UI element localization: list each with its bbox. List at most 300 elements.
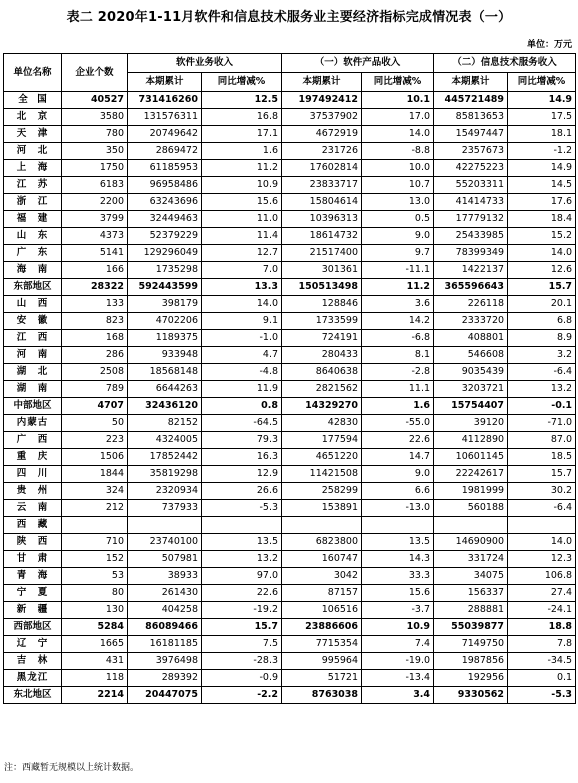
it-service-revenue-cumulative-cell: 9035439 (434, 364, 508, 381)
header-region: 单位名称 (4, 54, 62, 92)
it-service-revenue-yoy-cell: 7.8 (508, 636, 576, 653)
product-revenue-cumulative-cell: 4672919 (282, 126, 362, 143)
it-service-revenue-cumulative-cell: 546608 (434, 347, 508, 364)
enterprise-count-cell: 212 (62, 500, 128, 517)
it-service-revenue-cumulative-cell: 22242617 (434, 466, 508, 483)
product-revenue-yoy-cell: 9.7 (362, 245, 434, 262)
software-revenue-yoy-cell: 22.6 (202, 585, 282, 602)
enterprise-count-cell: 223 (62, 432, 128, 449)
software-revenue-cumulative-cell: 61185953 (128, 160, 202, 177)
it-service-revenue-yoy-cell: -5.3 (508, 687, 576, 704)
summary-row (4, 92, 576, 109)
product-revenue-yoy-cell: 14.7 (362, 449, 434, 466)
header-yoy: 同比增减% (202, 73, 282, 92)
software-revenue-yoy-cell: -5.3 (202, 500, 282, 517)
software-revenue-cumulative-cell: 1189375 (128, 330, 202, 347)
software-revenue-yoy-cell (202, 517, 282, 534)
region-name: 东北地区 (4, 687, 62, 704)
table-row (4, 364, 576, 381)
software-revenue-yoy-cell: 9.1 (202, 313, 282, 330)
it-service-revenue-yoy-cell: 3.2 (508, 347, 576, 364)
enterprise-count-cell: 2508 (62, 364, 128, 381)
software-revenue-cumulative-cell: 261430 (128, 585, 202, 602)
enterprise-count-cell: 1844 (62, 466, 128, 483)
region-name: 上 海 (4, 160, 62, 177)
product-revenue-cumulative-cell: 23886606 (282, 619, 362, 636)
enterprise-count-cell: 168 (62, 330, 128, 347)
table-row (4, 177, 576, 194)
enterprise-count-cell: 324 (62, 483, 128, 500)
software-revenue-cumulative-cell: 20749642 (128, 126, 202, 143)
enterprise-count-cell: 5284 (62, 619, 128, 636)
product-revenue-cumulative-cell: 37537902 (282, 109, 362, 126)
enterprise-count-cell: 133 (62, 296, 128, 313)
enterprise-count-cell: 4373 (62, 228, 128, 245)
enterprise-count-cell: 789 (62, 381, 128, 398)
table-row (4, 653, 576, 670)
region-name: 青 海 (4, 568, 62, 585)
software-revenue-yoy-cell: 14.0 (202, 296, 282, 313)
region-name: 新 疆 (4, 602, 62, 619)
it-service-revenue-yoy-cell: -34.5 (508, 653, 576, 670)
product-revenue-yoy-cell: -2.8 (362, 364, 434, 381)
it-service-revenue-yoy-cell: 8.9 (508, 330, 576, 347)
region-name: 河 北 (4, 143, 62, 160)
software-revenue-cumulative-cell: 86089466 (128, 619, 202, 636)
it-service-revenue-yoy-cell: 18.5 (508, 449, 576, 466)
region-name: 北 京 (4, 109, 62, 126)
table-row (4, 194, 576, 211)
table-row (4, 466, 576, 483)
region-name: 内蒙古 (4, 415, 62, 432)
it-service-revenue-cumulative-cell: 331724 (434, 551, 508, 568)
it-service-revenue-yoy-cell: 27.4 (508, 585, 576, 602)
it-service-revenue-yoy-cell: 15.7 (508, 466, 576, 483)
it-service-revenue-yoy-cell: -6.4 (508, 500, 576, 517)
product-revenue-yoy-cell: 14.0 (362, 126, 434, 143)
enterprise-count-cell: 1750 (62, 160, 128, 177)
product-revenue-yoy-cell: 14.2 (362, 313, 434, 330)
software-revenue-cumulative-cell: 131576311 (128, 109, 202, 126)
product-revenue-yoy-cell: 0.5 (362, 211, 434, 228)
enterprise-count-cell: 1665 (62, 636, 128, 653)
it-service-revenue-cumulative-cell: 42275223 (434, 160, 508, 177)
it-service-revenue-cumulative-cell: 4112890 (434, 432, 508, 449)
region-name: 黑龙江 (4, 670, 62, 687)
it-service-revenue-cumulative-cell: 55203311 (434, 177, 508, 194)
region-name: 辽 宁 (4, 636, 62, 653)
product-revenue-cumulative-cell: 231726 (282, 143, 362, 160)
product-revenue-cumulative-cell: 4651220 (282, 449, 362, 466)
product-revenue-cumulative-cell: 995964 (282, 653, 362, 670)
software-revenue-yoy-cell: 11.0 (202, 211, 282, 228)
product-revenue-yoy-cell: 10.9 (362, 619, 434, 636)
it-service-revenue-cumulative-cell: 1422137 (434, 262, 508, 279)
software-revenue-yoy-cell: 79.3 (202, 432, 282, 449)
unit-label: 单位：万元 (526, 40, 572, 50)
summary-row (4, 619, 576, 636)
software-revenue-yoy-cell: 7.5 (202, 636, 282, 653)
enterprise-count-cell: 40527 (62, 92, 128, 109)
it-service-revenue-yoy-cell: 13.2 (508, 381, 576, 398)
product-revenue-cumulative-cell (282, 517, 362, 534)
enterprise-count-cell: 823 (62, 313, 128, 330)
software-revenue-cumulative-cell: 32449463 (128, 211, 202, 228)
software-revenue-cumulative-cell: 737933 (128, 500, 202, 517)
enterprise-count-cell: 780 (62, 126, 128, 143)
software-revenue-yoy-cell: -19.2 (202, 602, 282, 619)
it-service-revenue-cumulative-cell: 3203721 (434, 381, 508, 398)
software-revenue-yoy-cell: -2.2 (202, 687, 282, 704)
it-service-revenue-yoy-cell: 14.5 (508, 177, 576, 194)
table-row (4, 245, 576, 262)
it-service-revenue-cumulative-cell: 17779132 (434, 211, 508, 228)
it-service-revenue-yoy-cell: 6.8 (508, 313, 576, 330)
product-revenue-cumulative-cell: 301361 (282, 262, 362, 279)
enterprise-count-cell: 1506 (62, 449, 128, 466)
product-revenue-cumulative-cell: 177594 (282, 432, 362, 449)
it-service-revenue-yoy-cell: 14.0 (508, 534, 576, 551)
it-service-revenue-cumulative-cell: 39120 (434, 415, 508, 432)
region-name: 全 国 (4, 92, 62, 109)
software-revenue-yoy-cell: -0.9 (202, 670, 282, 687)
product-revenue-cumulative-cell: 14329270 (282, 398, 362, 415)
region-name: 云 南 (4, 500, 62, 517)
enterprise-count-cell: 50 (62, 415, 128, 432)
it-service-revenue-yoy-cell: 17.5 (508, 109, 576, 126)
product-revenue-cumulative-cell: 23833717 (282, 177, 362, 194)
it-service-revenue-yoy-cell: 17.6 (508, 194, 576, 211)
software-revenue-yoy-cell: -64.5 (202, 415, 282, 432)
software-revenue-yoy-cell: 11.4 (202, 228, 282, 245)
it-service-revenue-yoy-cell: -24.1 (508, 602, 576, 619)
it-service-revenue-cumulative-cell: 408801 (434, 330, 508, 347)
header-it-service-revenue: （二）信息技术服务收入 (434, 54, 576, 73)
product-revenue-cumulative-cell: 18614732 (282, 228, 362, 245)
it-service-revenue-cumulative-cell: 156337 (434, 585, 508, 602)
product-revenue-yoy-cell: 14.3 (362, 551, 434, 568)
product-revenue-cumulative-cell: 280433 (282, 347, 362, 364)
region-name: 湖 北 (4, 364, 62, 381)
table-row (4, 126, 576, 143)
region-name: 山 东 (4, 228, 62, 245)
software-revenue-yoy-cell: 11.2 (202, 160, 282, 177)
software-revenue-yoy-cell: 10.9 (202, 177, 282, 194)
product-revenue-yoy-cell: -6.8 (362, 330, 434, 347)
software-revenue-yoy-cell: 97.0 (202, 568, 282, 585)
it-service-revenue-cumulative-cell: 55039877 (434, 619, 508, 636)
software-revenue-yoy-cell: -28.3 (202, 653, 282, 670)
it-service-revenue-yoy-cell: 14.0 (508, 245, 576, 262)
product-revenue-cumulative-cell: 21517400 (282, 245, 362, 262)
it-service-revenue-cumulative-cell: 15497447 (434, 126, 508, 143)
table-row (4, 160, 576, 177)
table-row (4, 381, 576, 398)
table-row (4, 313, 576, 330)
it-service-revenue-cumulative-cell: 25433985 (434, 228, 508, 245)
software-revenue-yoy-cell: 12.7 (202, 245, 282, 262)
region-name: 福 建 (4, 211, 62, 228)
product-revenue-cumulative-cell: 106516 (282, 602, 362, 619)
table-row (4, 670, 576, 687)
enterprise-count-cell: 53 (62, 568, 128, 585)
product-revenue-cumulative-cell: 1733599 (282, 313, 362, 330)
product-revenue-yoy-cell: 15.6 (362, 585, 434, 602)
product-revenue-cumulative-cell: 258299 (282, 483, 362, 500)
region-name: 河 南 (4, 347, 62, 364)
table-row (4, 296, 576, 313)
product-revenue-cumulative-cell: 160747 (282, 551, 362, 568)
software-revenue-cumulative-cell: 731416260 (128, 92, 202, 109)
product-revenue-yoy-cell: 3.4 (362, 687, 434, 704)
table-row (4, 211, 576, 228)
enterprise-count-cell: 431 (62, 653, 128, 670)
it-service-revenue-yoy-cell: 30.2 (508, 483, 576, 500)
software-revenue-yoy-cell: 7.0 (202, 262, 282, 279)
it-service-revenue-cumulative-cell: 2357673 (434, 143, 508, 160)
enterprise-count-cell: 28322 (62, 279, 128, 296)
it-service-revenue-cumulative-cell: 192956 (434, 670, 508, 687)
product-revenue-yoy-cell: 10.0 (362, 160, 434, 177)
product-revenue-cumulative-cell: 3042 (282, 568, 362, 585)
product-revenue-cumulative-cell: 197492412 (282, 92, 362, 109)
software-revenue-cumulative-cell: 404258 (128, 602, 202, 619)
software-revenue-cumulative-cell: 933948 (128, 347, 202, 364)
header-cumulative: 本期累计 (434, 73, 508, 92)
product-revenue-cumulative-cell: 42830 (282, 415, 362, 432)
software-revenue-yoy-cell: 13.3 (202, 279, 282, 296)
header-yoy: 同比增减% (508, 73, 576, 92)
it-service-revenue-yoy-cell: -71.0 (508, 415, 576, 432)
software-revenue-cumulative-cell: 17852442 (128, 449, 202, 466)
product-revenue-yoy-cell: 22.6 (362, 432, 434, 449)
it-service-revenue-cumulative-cell: 1981999 (434, 483, 508, 500)
table-row (4, 330, 576, 347)
software-revenue-yoy-cell: 16.3 (202, 449, 282, 466)
summary-row (4, 687, 576, 704)
product-revenue-cumulative-cell: 11421508 (282, 466, 362, 483)
region-name: 广 西 (4, 432, 62, 449)
enterprise-count-cell (62, 517, 128, 534)
product-revenue-yoy-cell: 11.1 (362, 381, 434, 398)
it-service-revenue-yoy-cell: 15.2 (508, 228, 576, 245)
region-name: 宁 夏 (4, 585, 62, 602)
enterprise-count-cell: 3580 (62, 109, 128, 126)
header-cumulative: 本期累计 (282, 73, 362, 92)
enterprise-count-cell: 3799 (62, 211, 128, 228)
it-service-revenue-cumulative-cell: 1987856 (434, 653, 508, 670)
summary-row (4, 398, 576, 415)
region-name: 浙 江 (4, 194, 62, 211)
software-revenue-yoy-cell: 16.8 (202, 109, 282, 126)
header-cumulative: 本期累计 (128, 73, 202, 92)
software-revenue-yoy-cell: 15.7 (202, 619, 282, 636)
table-row (4, 143, 576, 160)
table-row (4, 415, 576, 432)
enterprise-count-cell: 6183 (62, 177, 128, 194)
software-revenue-yoy-cell: 1.6 (202, 143, 282, 160)
software-revenue-cumulative-cell: 32436120 (128, 398, 202, 415)
summary-row (4, 279, 576, 296)
enterprise-count-cell: 166 (62, 262, 128, 279)
it-service-revenue-yoy-cell: 0.1 (508, 670, 576, 687)
region-name: 吉 林 (4, 653, 62, 670)
it-service-revenue-cumulative-cell: 78399349 (434, 245, 508, 262)
region-name: 四 川 (4, 466, 62, 483)
product-revenue-yoy-cell: -11.1 (362, 262, 434, 279)
it-service-revenue-yoy-cell: 18.8 (508, 619, 576, 636)
software-revenue-yoy-cell: -1.0 (202, 330, 282, 347)
software-revenue-cumulative-cell: 20447075 (128, 687, 202, 704)
it-service-revenue-cumulative-cell: 85813653 (434, 109, 508, 126)
it-service-revenue-cumulative-cell: 15754407 (434, 398, 508, 415)
product-revenue-yoy-cell: 9.0 (362, 466, 434, 483)
product-revenue-cumulative-cell: 150513498 (282, 279, 362, 296)
software-revenue-cumulative-cell: 35819298 (128, 466, 202, 483)
region-name: 贵 州 (4, 483, 62, 500)
product-revenue-yoy-cell: -55.0 (362, 415, 434, 432)
software-revenue-cumulative-cell: 398179 (128, 296, 202, 313)
it-service-revenue-cumulative-cell: 560188 (434, 500, 508, 517)
region-name: 海 南 (4, 262, 62, 279)
software-revenue-cumulative-cell: 96958486 (128, 177, 202, 194)
product-revenue-yoy-cell: 6.6 (362, 483, 434, 500)
enterprise-count-cell: 152 (62, 551, 128, 568)
region-name: 江 苏 (4, 177, 62, 194)
product-revenue-cumulative-cell: 2821562 (282, 381, 362, 398)
region-name: 安 徽 (4, 313, 62, 330)
software-revenue-yoy-cell: 12.5 (202, 92, 282, 109)
statistics-table (3, 53, 576, 704)
table-row (4, 228, 576, 245)
enterprise-count-cell: 118 (62, 670, 128, 687)
software-revenue-yoy-cell: 17.1 (202, 126, 282, 143)
software-revenue-cumulative-cell: 129296049 (128, 245, 202, 262)
software-revenue-yoy-cell: 0.8 (202, 398, 282, 415)
software-revenue-cumulative-cell (128, 517, 202, 534)
software-revenue-cumulative-cell: 1735298 (128, 262, 202, 279)
software-revenue-yoy-cell: 15.6 (202, 194, 282, 211)
header-software-revenue: 软件业务收入 (128, 54, 282, 73)
product-revenue-cumulative-cell: 6823800 (282, 534, 362, 551)
region-name: 西 藏 (4, 517, 62, 534)
it-service-revenue-yoy-cell: 14.9 (508, 160, 576, 177)
enterprise-count-cell: 5141 (62, 245, 128, 262)
it-service-revenue-cumulative-cell: 7149750 (434, 636, 508, 653)
product-revenue-cumulative-cell: 8763038 (282, 687, 362, 704)
enterprise-count-cell: 2214 (62, 687, 128, 704)
software-revenue-cumulative-cell: 2869472 (128, 143, 202, 160)
region-name: 中部地区 (4, 398, 62, 415)
product-revenue-cumulative-cell: 7715354 (282, 636, 362, 653)
region-name: 东部地区 (4, 279, 62, 296)
product-revenue-yoy-cell: 33.3 (362, 568, 434, 585)
product-revenue-cumulative-cell: 128846 (282, 296, 362, 313)
region-name: 山 西 (4, 296, 62, 313)
product-revenue-yoy-cell: -13.0 (362, 500, 434, 517)
it-service-revenue-cumulative-cell: 14690900 (434, 534, 508, 551)
software-revenue-yoy-cell: -4.8 (202, 364, 282, 381)
product-revenue-yoy-cell: -8.8 (362, 143, 434, 160)
product-revenue-yoy-cell: 9.0 (362, 228, 434, 245)
software-revenue-cumulative-cell: 82152 (128, 415, 202, 432)
it-service-revenue-yoy-cell: 20.1 (508, 296, 576, 313)
region-name: 甘 肃 (4, 551, 62, 568)
software-revenue-cumulative-cell: 289392 (128, 670, 202, 687)
product-revenue-yoy-cell: 8.1 (362, 347, 434, 364)
software-revenue-yoy-cell: 4.7 (202, 347, 282, 364)
it-service-revenue-yoy-cell: 12.6 (508, 262, 576, 279)
table-row (4, 585, 576, 602)
region-name: 陕 西 (4, 534, 62, 551)
table-row (4, 602, 576, 619)
product-revenue-yoy-cell: 17.0 (362, 109, 434, 126)
footnote: 注：西藏暂无规模以上统计数据。 (4, 763, 140, 773)
it-service-revenue-yoy-cell: -1.2 (508, 143, 576, 160)
table-row (4, 432, 576, 449)
product-revenue-cumulative-cell: 8640638 (282, 364, 362, 381)
product-revenue-yoy-cell: 1.6 (362, 398, 434, 415)
it-service-revenue-cumulative-cell: 2333720 (434, 313, 508, 330)
it-service-revenue-yoy-cell: 14.9 (508, 92, 576, 109)
product-revenue-yoy-cell: -13.4 (362, 670, 434, 687)
software-revenue-cumulative-cell: 18568148 (128, 364, 202, 381)
software-revenue-yoy-cell: 13.5 (202, 534, 282, 551)
table-row (4, 636, 576, 653)
software-revenue-cumulative-cell: 2320934 (128, 483, 202, 500)
software-revenue-yoy-cell: 11.9 (202, 381, 282, 398)
it-service-revenue-yoy-cell: 18.4 (508, 211, 576, 228)
product-revenue-yoy-cell: 10.7 (362, 177, 434, 194)
table-row (4, 483, 576, 500)
table-row (4, 551, 576, 568)
software-revenue-cumulative-cell: 63243696 (128, 194, 202, 211)
software-revenue-yoy-cell: 12.9 (202, 466, 282, 483)
region-name: 天 津 (4, 126, 62, 143)
enterprise-count-cell: 130 (62, 602, 128, 619)
product-revenue-cumulative-cell: 51721 (282, 670, 362, 687)
it-service-revenue-yoy-cell: 15.7 (508, 279, 576, 296)
table-row (4, 262, 576, 279)
product-revenue-cumulative-cell: 15804614 (282, 194, 362, 211)
region-name: 重 庆 (4, 449, 62, 466)
enterprise-count-cell: 286 (62, 347, 128, 364)
software-revenue-cumulative-cell: 592443599 (128, 279, 202, 296)
it-service-revenue-yoy-cell: 106.8 (508, 568, 576, 585)
table-row (4, 347, 576, 364)
region-name: 西部地区 (4, 619, 62, 636)
software-revenue-cumulative-cell: 507981 (128, 551, 202, 568)
product-revenue-yoy-cell: 11.2 (362, 279, 434, 296)
it-service-revenue-cumulative-cell: 226118 (434, 296, 508, 313)
it-service-revenue-cumulative-cell: 10601145 (434, 449, 508, 466)
table-row (4, 534, 576, 551)
enterprise-count-cell: 710 (62, 534, 128, 551)
product-revenue-cumulative-cell: 10396313 (282, 211, 362, 228)
it-service-revenue-cumulative-cell: 34075 (434, 568, 508, 585)
table-row (4, 568, 576, 585)
it-service-revenue-cumulative-cell: 445721489 (434, 92, 508, 109)
software-revenue-cumulative-cell: 52379229 (128, 228, 202, 245)
software-revenue-cumulative-cell: 6644263 (128, 381, 202, 398)
product-revenue-yoy-cell: 3.6 (362, 296, 434, 313)
product-revenue-yoy-cell: -3.7 (362, 602, 434, 619)
table-title: 表二 2020年1-11月软件和信息技术服务业主要经济指标完成情况表（一） (66, 10, 512, 25)
product-revenue-yoy-cell: 10.1 (362, 92, 434, 109)
table-row (4, 517, 576, 534)
product-revenue-yoy-cell: 13.0 (362, 194, 434, 211)
product-revenue-cumulative-cell: 724191 (282, 330, 362, 347)
